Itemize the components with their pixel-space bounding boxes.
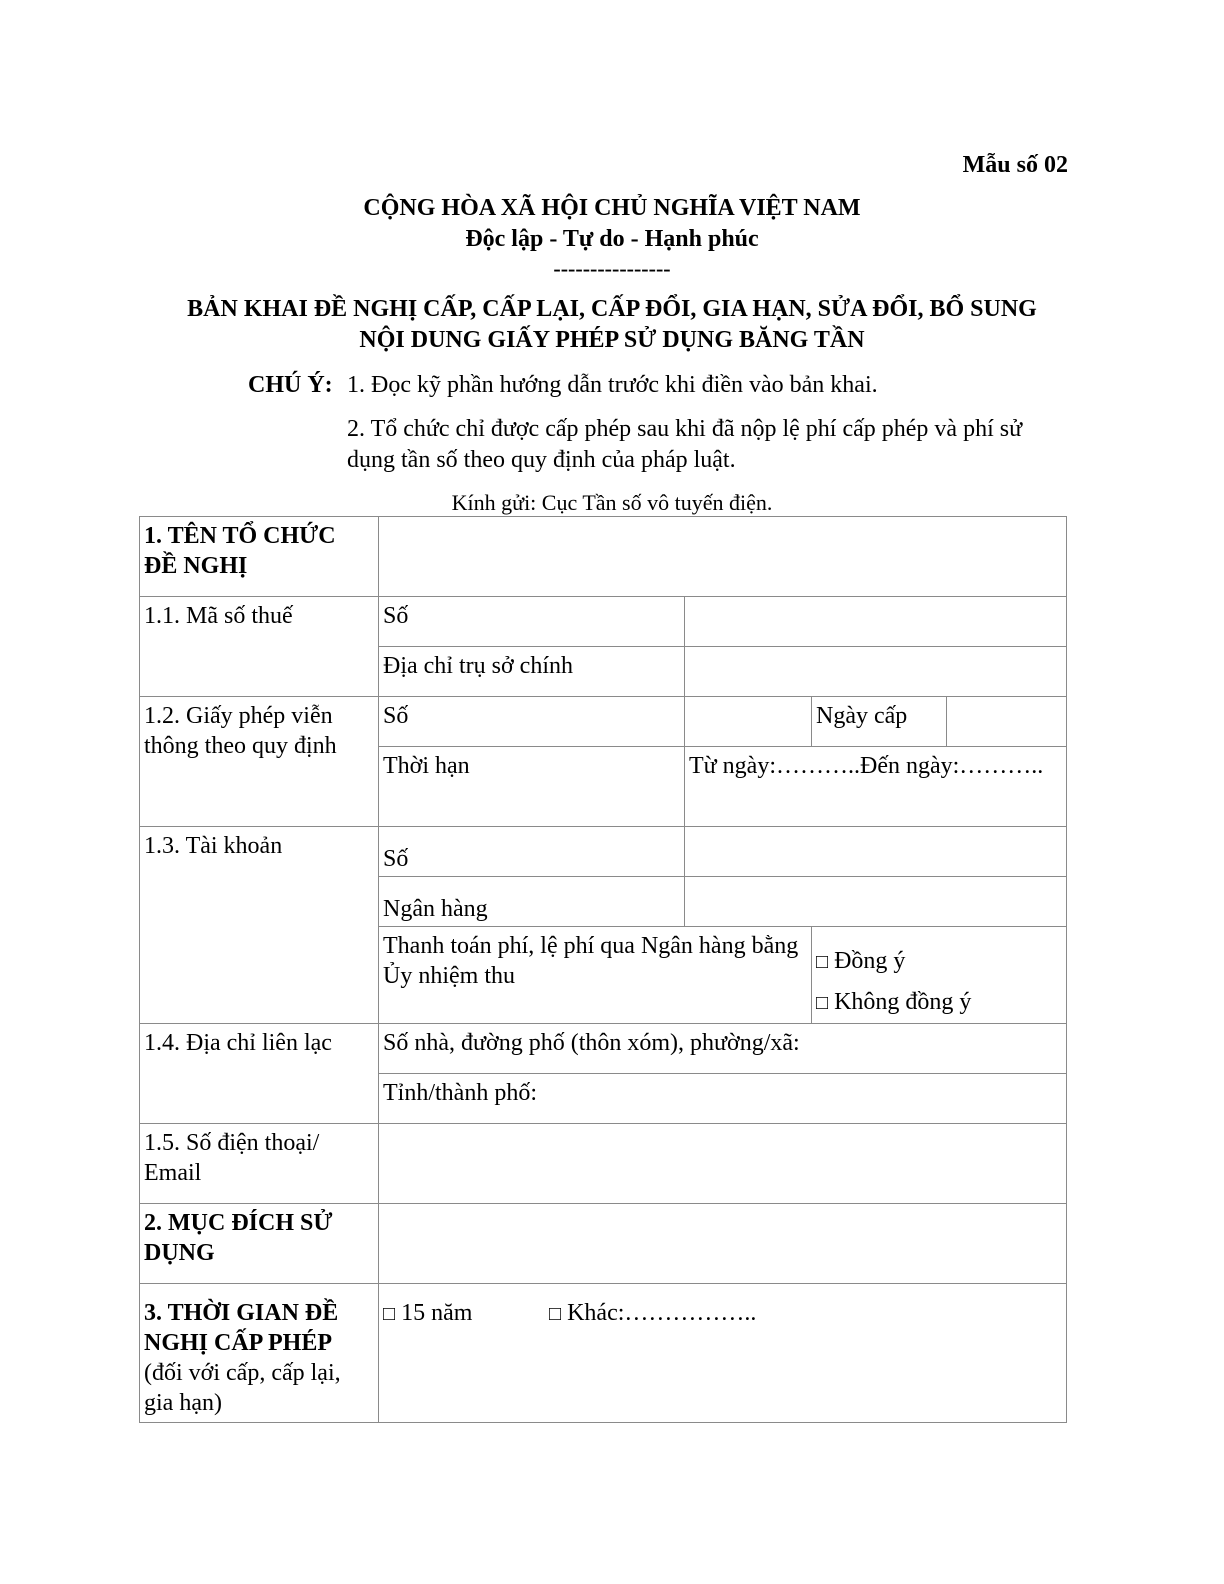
license-label: 1.2. Giấy phép viễn thông theo quy định [140,697,379,827]
nation-heading: CỘNG HÒA XÃ HỘI CHỦ NGHĨA VIỆT NAM [363,195,861,221]
row-contact-street [140,1024,1067,1074]
org-name-field[interactable] [379,517,1067,597]
agree-checkbox-icon[interactable]: □ [816,951,829,973]
recipient-line: Kính gửi: Cục Tần số vô tuyến điện. [451,490,773,515]
heading-divider: ---------------- [553,256,671,281]
row-purpose [140,1204,1067,1284]
disagree-checkbox-icon[interactable]: □ [816,992,829,1014]
row-duration-request [140,1284,1067,1423]
application-form-table [139,516,1067,1423]
org-name-label: 1. TÊN TỔ CHỨC ĐỀ NGHỊ [140,517,379,597]
document-title-line2: NỘI DUNG GIẤY PHÉP SỬ DỤNG BĂNG TẦN [359,327,865,353]
row-license-number [140,697,1067,747]
purpose-label: 2. MỤC ĐÍCH SỬ DỤNG [140,1204,379,1284]
disagree-label: Không đồng ý [834,989,972,1015]
duration-label: Thời hạn [379,747,685,827]
note-item-1: 1. Đọc kỹ phần hướng dẫn trước khi điền vào bản khai. [347,372,878,398]
row-phone [140,1124,1067,1204]
disagree-option[interactable] [816,982,1062,1023]
issue-date-label: Ngày cấp [812,697,947,747]
tax-label: 1.1. Mã số thuế [140,597,379,697]
bank-label: Ngân hàng [379,877,685,927]
duration-request-options [379,1284,1067,1423]
tax-number-label: Số [379,597,685,647]
issue-date-field[interactable] [947,697,1067,747]
option-15-years-checkbox-icon[interactable]: □ [383,1303,396,1325]
purpose-field[interactable] [379,1204,1067,1284]
duration-request-title: 3. THỜI GIAN ĐỀ NGHỊ CẤP PHÉP [144,1300,339,1356]
payment-options [812,927,1067,1024]
head-office-field[interactable] [685,647,1067,697]
motto: Độc lập - Tự do - Hạnh phúc [465,226,759,252]
street-field[interactable]: Số nhà, đường phố (thôn xóm), phường/xã: [379,1024,1067,1074]
option-15-years-label: 15 năm [401,1300,473,1326]
duration-range-field[interactable]: Từ ngày:………..Đến ngày:……….. [685,747,1067,827]
document-title-line1: BẢN KHAI ĐỀ NGHỊ CẤP, CẤP LẠI, CẤP ĐỔI, GIA HẠN, SỬA ĐỔI, BỔ SUNG [187,296,1037,322]
option-other-checkbox-icon[interactable]: □ [549,1303,562,1325]
option-other[interactable] [549,1298,756,1329]
option-15-years[interactable] [383,1298,543,1329]
phone-label: 1.5. Số điện thoại/ Email [140,1124,379,1204]
row-org-name [140,517,1067,597]
option-other-label: Khác:…………….. [567,1300,757,1326]
payment-label: Thanh toán phí, lệ phí qua Ngân hàng bằng Ủy nhiệm thu [379,927,812,1024]
license-number-label: Số [379,697,685,747]
phone-field[interactable] [379,1124,1067,1204]
row-account-number [140,827,1067,877]
province-field[interactable]: Tỉnh/thành phố: [379,1074,1067,1124]
row-tax-number [140,597,1067,647]
duration-request-note: (đối với cấp, cấp lại, gia hạn) [144,1360,341,1416]
bank-field[interactable] [685,877,1067,927]
contact-label: 1.4. Địa chỉ liên lạc [140,1024,379,1124]
head-office-label: Địa chỉ trụ sở chính [379,647,685,697]
license-number-field[interactable] [685,697,812,747]
form-code: Mẫu số 02 [962,152,1068,178]
note-item-2: 2. Tổ chức chỉ được cấp phép sau khi đã nộp lệ phí cấp phép và phí sử dụng tần số theo quy định của pháp luật. [347,416,1023,473]
note-label: CHÚ Ý: [248,372,333,398]
agree-label: Đồng ý [834,948,906,974]
agree-option[interactable] [816,941,1062,982]
tax-number-field[interactable] [685,597,1067,647]
account-number-label: Số [379,827,685,877]
account-label: 1.3. Tài khoản [140,827,379,1024]
account-number-field[interactable] [685,827,1067,877]
duration-request-label [140,1284,379,1423]
